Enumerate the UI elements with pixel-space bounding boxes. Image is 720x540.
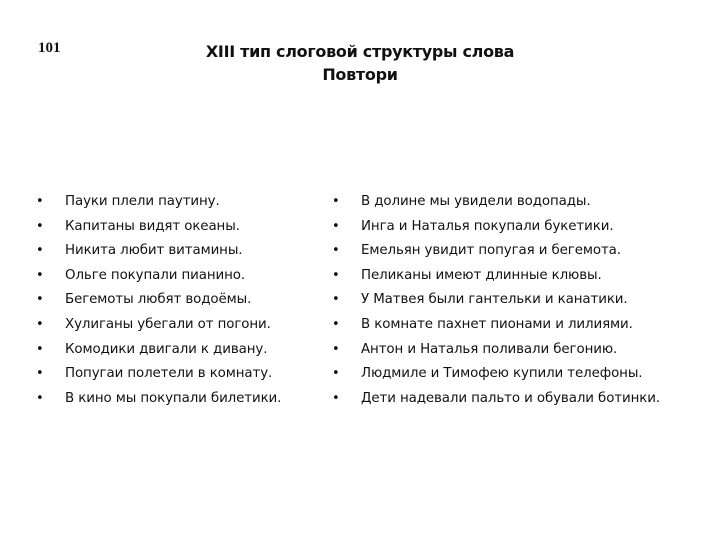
sentence-item	[332, 239, 716, 264]
bullet-icon: •	[332, 341, 340, 357]
sentence-text: Инга и Наталья покупали букетики.	[361, 218, 614, 234]
page-title: XIII тип слоговой структуры слова	[205, 42, 515, 61]
sentence-text: Антон и Наталья поливали бегонию.	[361, 341, 618, 357]
sentence-item	[332, 288, 716, 313]
bullet-icon: •	[332, 194, 340, 209]
sentence-item	[332, 215, 716, 240]
bullet-icon: •	[332, 218, 340, 234]
sentence-text: Людмиле и Тимофею купили телефоны.	[361, 366, 643, 382]
bullet-icon: •	[36, 267, 44, 283]
sentence-item	[36, 264, 326, 289]
bullet-icon: •	[332, 390, 340, 406]
sentence-item	[332, 338, 716, 363]
bullet-icon: •	[36, 218, 44, 234]
sentence-text: В комнате пахнет пионами и лилиями.	[361, 316, 633, 332]
sentence-text: Пауки плели паутину.	[65, 194, 220, 209]
sentence-text: Комодики двигали к дивану.	[65, 341, 268, 357]
sentence-text: Попугаи полетели в комнату.	[65, 366, 273, 382]
sentence-text: В кино мы покупали билетики.	[65, 390, 282, 406]
sentence-text: Никита любит витамины.	[65, 243, 243, 259]
sentence-item	[332, 313, 716, 338]
right-sentence-list	[332, 190, 716, 411]
bullet-icon: •	[332, 243, 340, 259]
sentence-item	[332, 362, 716, 387]
bullet-icon: •	[36, 341, 44, 357]
sentence-text: Емельян увидит попугая и бегемота.	[361, 243, 621, 259]
sentence-text: Пеликаны имеют длинные клювы.	[361, 267, 602, 283]
sentence-item	[332, 190, 716, 215]
bullet-icon: •	[332, 366, 340, 382]
sentence-item	[36, 338, 326, 363]
page-subtitle: Повтори	[322, 65, 398, 84]
page-number: 101	[38, 40, 61, 56]
sentence-item	[36, 190, 326, 215]
bullet-icon: •	[36, 243, 44, 259]
bullet-icon: •	[36, 366, 44, 382]
sentence-item	[332, 387, 716, 412]
sentence-text: Хулиганы убегали от погони.	[65, 316, 271, 332]
bullet-icon: •	[36, 194, 44, 209]
bullet-icon: •	[36, 390, 44, 406]
sentence-text: Капитаны видят океаны.	[65, 218, 240, 234]
bullet-icon: •	[36, 316, 44, 332]
sentence-item	[36, 313, 326, 338]
left-sentence-list	[36, 190, 326, 411]
sentence-text: Бегемоты любят водоёмы.	[65, 292, 252, 308]
sentence-item	[36, 387, 326, 412]
sentence-text: В долине мы увидели водопады.	[361, 194, 591, 209]
sentence-text: Ольге покупали пианино.	[65, 267, 245, 283]
sentence-text: Дети надевали пальто и обували ботинки.	[361, 390, 660, 406]
bullet-icon: •	[332, 316, 340, 332]
title-block	[200, 40, 520, 86]
sentence-item	[36, 288, 326, 313]
sentence-item	[332, 264, 716, 289]
sentence-item	[36, 215, 326, 240]
sentence-text: У Матвея были гантельки и канатики.	[361, 292, 628, 308]
bullet-icon: •	[36, 292, 44, 308]
sentence-item	[36, 362, 326, 387]
bullet-icon: •	[332, 267, 340, 283]
bullet-icon: •	[332, 292, 340, 308]
sentence-item	[36, 239, 326, 264]
